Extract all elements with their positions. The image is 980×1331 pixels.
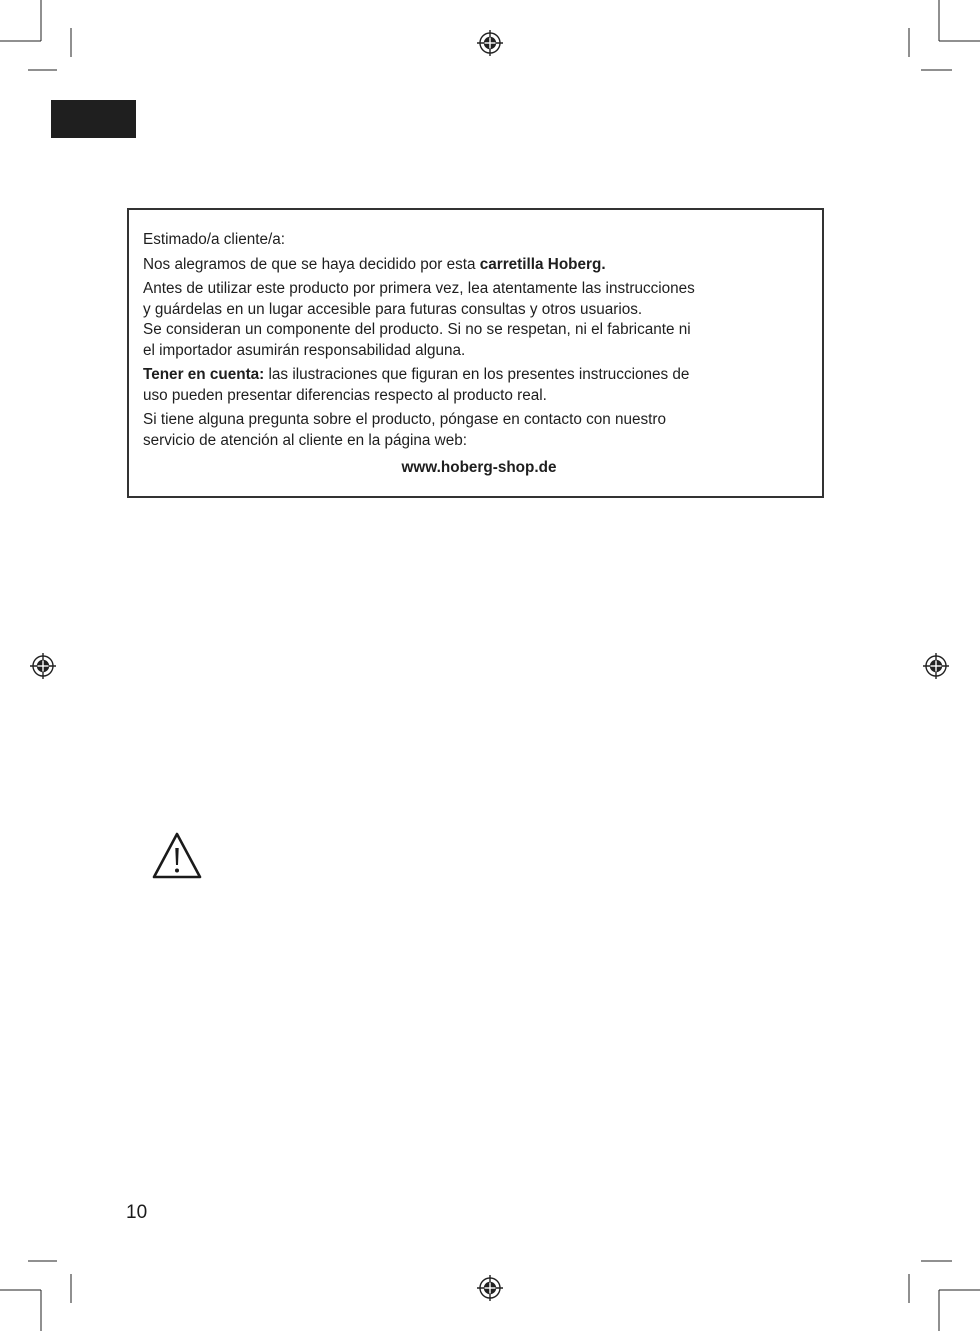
website-link[interactable]: www.hoberg-shop.de [401, 459, 557, 476]
note-text: las ilustraciones que figuran en los presentes instrucciones de [264, 366, 690, 383]
contact-line-1: Si tiene alguna pregunta sobre el producto, póngase en contacto con nuestro [143, 411, 667, 428]
responsibility-line-2: el importador asumirán responsabilidad alguna. [143, 341, 466, 359]
page-number: 10 [126, 1202, 148, 1223]
note-label: Tener en cuenta: [143, 366, 265, 383]
product-name: carretilla Hoberg. [479, 255, 606, 273]
intro-line [143, 255, 815, 276]
language-tab [51, 100, 136, 138]
notice-text [143, 230, 815, 479]
customer-notice-box [127, 208, 824, 498]
greeting: Estimado/a cliente/a: [143, 231, 285, 248]
note-line-1 [143, 365, 815, 386]
instructions-line-2: y guárdelas en un lugar accesible para futuras consultas y otros usuarios. [143, 300, 643, 318]
instructions-line-1: Antes de utilizar este producto por primera vez, lea atentamente las instrucciones [143, 280, 695, 297]
warning-triangle-icon [151, 831, 203, 881]
contact-line-2: servicio de atención al cliente en la página web: [143, 431, 467, 449]
responsibility-line-1: Se consideran un componente del producto. Si no se respetan, ni el fabricante ni [143, 321, 691, 338]
note-line-2: uso pueden presentar diferencias respecto al producto real. [143, 386, 547, 404]
intro-prefix: Nos alegramos de que se haya decidido por esta [143, 255, 480, 273]
